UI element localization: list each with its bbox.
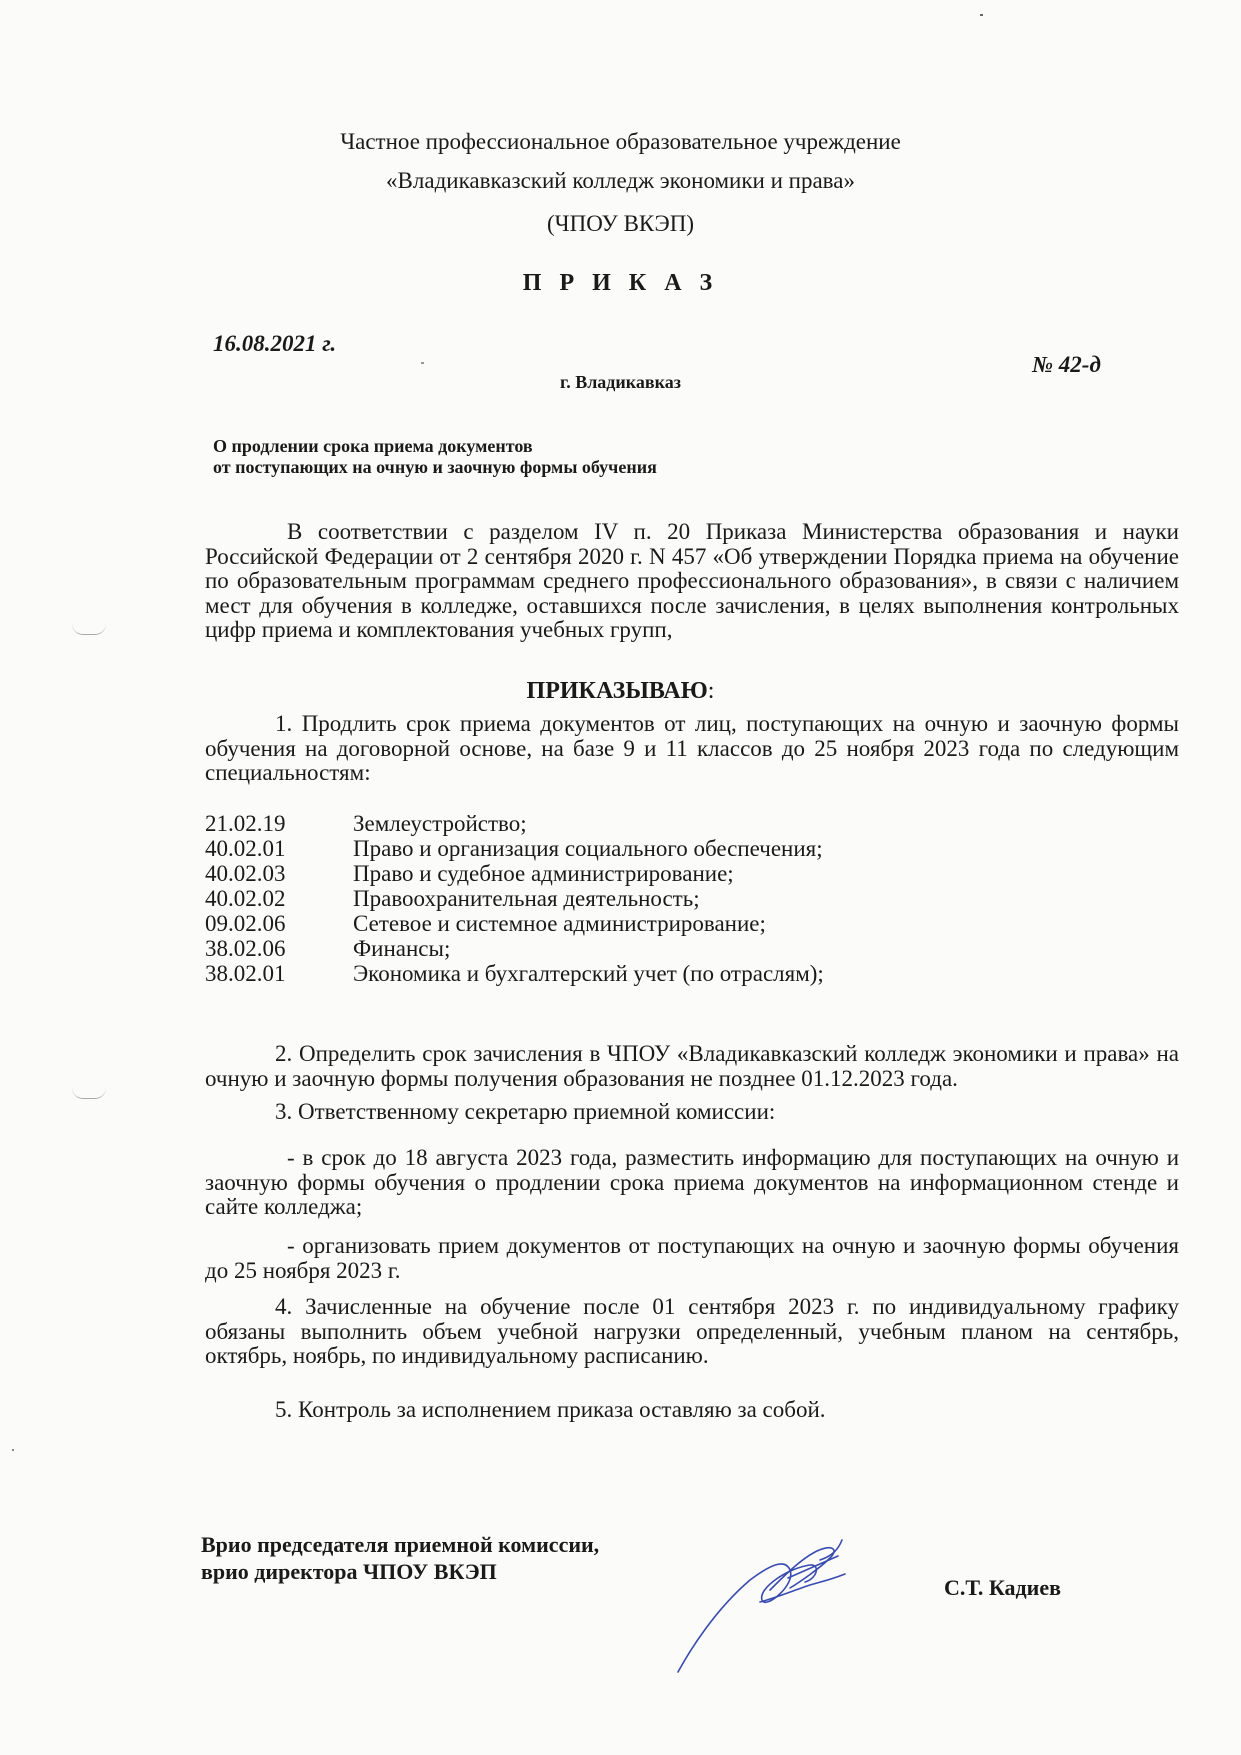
specialty-name: Право и организация социального обеспечения; [353,836,823,861]
specialty-code: 38.02.06 [205,936,286,961]
item-3-sub2-paragraph: - организовать прием документов от поступающих на очную и заочную формы обучения до 25 ноября 2023 г. [205,1233,1179,1283]
item-3-paragraph: 3. Ответственному секретарю приемной комиссии: [275,1099,776,1124]
binder-hole-mark [72,624,106,635]
order-number: № 42-д [1032,352,1101,377]
specialty-row [205,886,1179,911]
specialty-row [205,861,1179,886]
binder-hole-mark [72,1088,106,1099]
specialty-row [205,911,1179,936]
specialty-list [205,811,1179,986]
specialty-row [205,811,1179,836]
subject-line1: О продлении срока приема документов [213,436,533,456]
specialty-name: Право и судебное администрирование; [353,861,734,886]
order-city: г. Владикавказ [560,372,681,392]
item-1-paragraph: 1. Продлить срок приема документов от лиц, поступающих на очную и заочную формы обучения на договорной основе, на базе 9 и 11 классов до 25 ноября 2023 года по следующим специальностям: [205,711,1179,785]
signatory-title-line1: Врио председателя приемной комиссии, [201,1532,600,1557]
signatory-name: С.Т. Кадиев [944,1575,1061,1600]
scan-speck [421,362,424,364]
specialty-name: Экономика и бухгалтерский учет (по отраслям); [353,961,824,986]
specialty-code: 40.02.01 [205,836,286,861]
preamble-paragraph: В соответствии с разделом IV п. 20 Приказа Министерства образования и науки Российской Федерации от 2 сентября 2020 г. N 457 «Об утверждении Порядка приема на обучение по образовательным программам среднего профессионального образования», в связи с наличием мест для обучения в колледже, оставшихся после зачисления, в целях выполнения контрольных цифр приема и комплектования учебных групп, [205,519,1179,642]
order-date: 16.08.2021 г. [213,331,337,356]
specialty-code: 09.02.06 [205,911,286,936]
directive-colon: : [707,678,715,704]
specialty-row [205,836,1179,861]
subject-line2: от поступающих на очную и заочную формы обучения [213,457,657,477]
signatory-title-line2: врио директора ЧПОУ ВКЭП [201,1559,497,1584]
org-abbreviation: (ЧПОУ ВКЭП) [547,211,694,236]
directive-word: ПРИКАЗЫВАЮ [526,678,708,704]
specialty-code: 40.02.03 [205,861,286,886]
scan-speck [12,1449,14,1451]
org-name-line1: Частное профессиональное образовательное учреждение [340,129,901,154]
specialty-row [205,961,1179,986]
org-name-line2: «Владикавказский колледж экономики и права» [386,168,855,193]
item-2-paragraph: 2. Определить срок зачисления в ЧПОУ «Владикавказский колледж экономики и права» на очную и заочную формы получения образования не позднее 01.12.2023 года. [205,1041,1179,1091]
specialty-code: 38.02.01 [205,961,286,986]
specialty-code: 21.02.19 [205,811,286,836]
specialty-name: Правоохранительная деятельность; [353,886,700,911]
signatory-title [201,1531,599,1585]
specialty-row [205,936,1179,961]
specialty-code: 40.02.02 [205,886,286,911]
order-title: П Р И К А З [522,270,719,296]
item-3-sub1-paragraph: - в срок до 18 августа 2023 года, разместить информацию для поступающих на очную и заочную формы обучения о продлении срока приема документов на информационном стенде и сайте колледжа; [205,1145,1179,1219]
item-4-paragraph: 4. Зачисленные на обучение после 01 сентября 2023 г. по индивидуальному графику обязаны выполнить объем учебной нагрузки определенный, учебным планом на сентябрь, октябрь, ноябрь, по индивидуальному расписанию. [205,1294,1179,1368]
handwritten-signature [670,1530,870,1680]
specialty-name: Землеустройство; [353,811,527,836]
specialty-name: Финансы; [353,936,451,961]
specialty-name: Сетевое и системное администрирование; [353,911,766,936]
scan-speck [980,14,983,16]
order-directive [0,678,1241,705]
order-subject [213,436,657,478]
item-5-paragraph: 5. Контроль за исполнением приказа оставляю за собой. [275,1397,826,1422]
